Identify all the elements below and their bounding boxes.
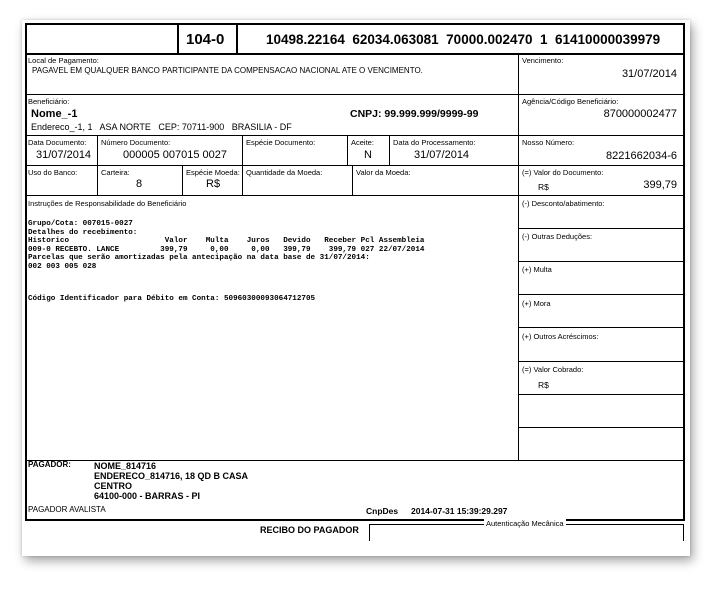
- pagador-avalista-label: PAGADOR AVALISTA: [28, 505, 106, 514]
- carteira-label: Carteira:: [101, 168, 130, 177]
- data-documento-value: 31/07/2014: [36, 149, 92, 161]
- instrucoes-line: Historico Valor Multa Juros Devido Receber Pcl Assembleia: [28, 237, 425, 245]
- valor-moeda-label: Valor da Moeda:: [356, 168, 411, 177]
- pagador-line: CENTRO: [94, 481, 132, 491]
- instrucoes-line: Grupo/Cota: 007015-0027: [28, 220, 133, 228]
- valor-cobrado-label: (=) Valor Cobrado:: [522, 365, 584, 374]
- valor-cobrado-currency: R$: [538, 380, 549, 390]
- codigo-debito: Código Identificador para Débito em Conta: 50960300093064712705: [28, 295, 316, 303]
- beneficiario-label: Beneficiário:: [28, 97, 70, 106]
- especie-moeda-label: Espécie Moeda:: [186, 168, 240, 177]
- outros-acrescimos-label: (+) Outros Acréscimos:: [522, 332, 599, 341]
- instrucoes-line: Detalhes do recebimento:: [28, 228, 138, 237]
- agencia-value: 870000002477: [603, 108, 677, 120]
- outras-deducoes-label: (-) Outras Deduções:: [522, 232, 593, 241]
- instrucoes-line: Parcelas que serão amortizadas pela antecipação na data base de 31/07/2014:: [28, 254, 370, 262]
- pagador-line: 64100-000 - BARRAS - PI: [94, 491, 201, 501]
- numero-documento-label: Número Documento:: [101, 138, 171, 147]
- data-documento-label: Data Documento:: [28, 138, 87, 147]
- nosso-numero-label: Nosso Número:: [522, 138, 575, 147]
- instrucoes-line: 002 003 005 028: [28, 262, 97, 271]
- linha-digitavel: 10498.22164 62034.063081 70000.002470 1 61410000039979: [266, 32, 661, 47]
- instrucoes-label: Instruções de Responsabilidade do Beneficiário: [28, 199, 187, 208]
- aceite-label: Aceite:: [351, 138, 374, 147]
- aceite-value: N: [364, 149, 372, 161]
- beneficiario-cnpj: CNPJ: 99.999.999/9999-99: [350, 108, 479, 120]
- valor-documento-label: (=) Valor do Documento:: [522, 168, 604, 177]
- pagador-line: NOME_814716: [94, 461, 157, 471]
- boleto-page: [22, 20, 690, 556]
- beneficiario-endereco: Endereco_-1, 1 ASA NORTE CEP: 70711-900 BRASILIA - DF: [31, 122, 292, 132]
- multa-label: (+) Multa: [522, 265, 552, 274]
- vencimento-label: Vencimento:: [522, 56, 564, 65]
- data-processamento-value: 31/07/2014: [414, 149, 470, 161]
- valor-documento-currency: R$: [538, 182, 549, 192]
- bank-code: 104-0: [186, 31, 225, 48]
- quantidade-moeda-label: Quantidade da Moeda:: [246, 168, 323, 177]
- cnpdes-timestamp: 2014-07-31 15:39:29.297: [411, 506, 508, 516]
- numero-documento-value: 000005 007015 0027: [123, 149, 227, 161]
- especie-documento-label: Espécie Documento:: [246, 138, 316, 147]
- autenticacao-label: Autenticação Mecânica: [486, 519, 564, 528]
- pagador-label: PAGADOR:: [28, 460, 71, 469]
- local-pagamento-value: PAGAVEL EM QUALQUER BANCO PARTICIPANTE DA COMPENSACAO NACIONAL ATE O VENCIMENTO.: [32, 66, 423, 75]
- recibo-do-pagador: RECIBO DO PAGADOR: [260, 525, 359, 535]
- vencimento-value: 31/07/2014: [621, 68, 677, 80]
- especie-moeda-value: R$: [206, 178, 221, 190]
- cnpdes-label: CnpDes: [366, 506, 399, 516]
- mora-label: (+) Mora: [522, 299, 551, 308]
- agencia-label: Agência/Código Beneficiário:: [522, 97, 619, 106]
- nosso-numero-value: 8221662034-6: [606, 150, 677, 162]
- data-processamento-label: Data do Processamento:: [393, 138, 476, 147]
- uso-banco-label: Uso do Banco:: [28, 168, 78, 177]
- instrucoes-line: 009-0 RECEBTO. LANCE 399,79 0,00 0,00 399,79 399,79 027 22/07/2014: [28, 245, 425, 254]
- local-pagamento-label: Local de Pagamento:: [28, 56, 99, 65]
- valor-documento-value: 399,79: [643, 179, 677, 191]
- beneficiario-nome: Nome_-1: [31, 108, 78, 120]
- desconto-label: (-) Desconto/abatimento:: [522, 199, 605, 208]
- pagador-line: ENDERECO_814716, 18 QD B CASA: [94, 471, 249, 481]
- carteira-value: 8: [136, 178, 143, 190]
